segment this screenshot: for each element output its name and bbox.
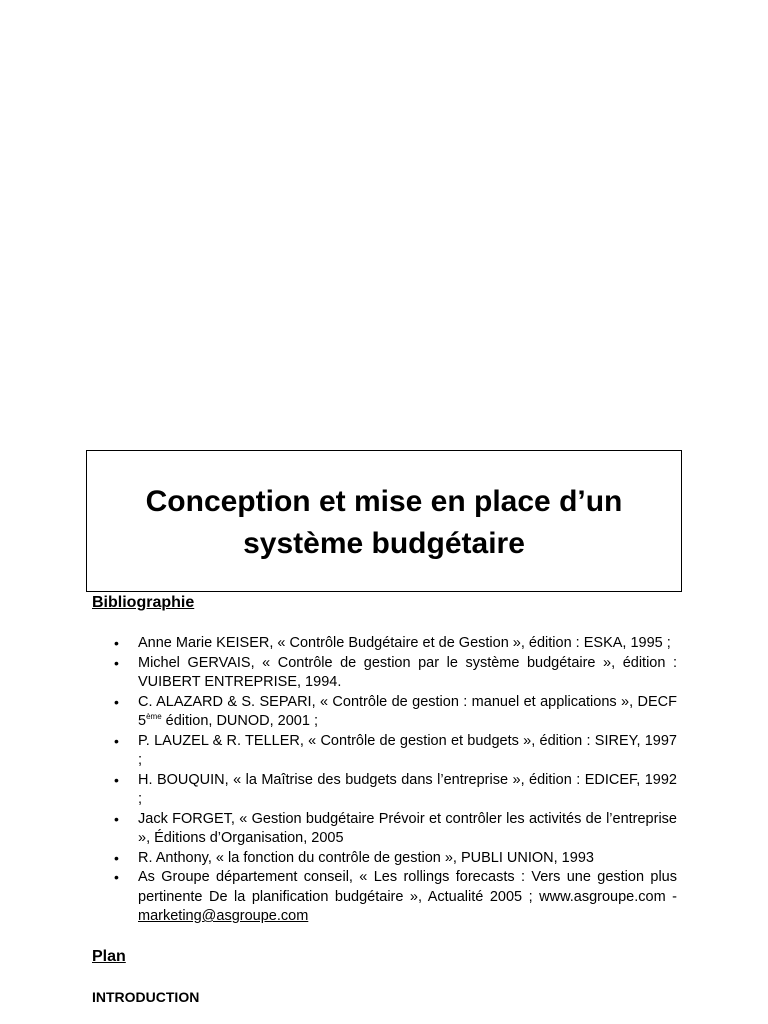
email-link[interactable]: marketing@asgroupe.com	[138, 908, 309, 924]
bullet-icon: •	[114, 635, 119, 651]
list-item-text: Michel GERVAIS, « Contrôle de gestion par le système budgétaire », édition : VUIBERT ENTREPRISE, 1994.	[138, 654, 677, 690]
list-item	[92, 654, 677, 693]
list-item	[92, 732, 677, 771]
bullet-icon: •	[114, 849, 119, 866]
title-line-1: Conception et mise en place d’un	[145, 485, 623, 518]
document-title	[87, 481, 681, 565]
list-item-text: R. Anthony, « la fonction du contrôle de gestion », PUBLI UNION, 1993	[138, 849, 594, 866]
bullet-icon: •	[114, 771, 119, 788]
bullet-icon: •	[114, 869, 119, 885]
list-item-text: As Groupe département conseil, « Les rollings forecasts : Vers une gestion plus pertinente De la planification budgétaire », Actualité 2005 ; www.asgroupe.com -	[138, 869, 677, 905]
title-box	[86, 450, 682, 592]
list-item-text: édition, DUNOD, 2001 ;	[161, 713, 318, 729]
bullet-icon: •	[114, 693, 119, 710]
bullet-icon: •	[114, 732, 119, 749]
superscript: ème	[146, 712, 162, 721]
list-item-text: Jack FORGET, « Gestion budgétaire Prévoir et contrôler les activités de l’entreprise », Éditions d’Organisation, 2005	[138, 810, 677, 846]
list-item-text: C. ALAZARD & S. SEPARI, « Contrôle de gestion : manuel et applications », DECF 5	[138, 693, 677, 729]
list-item	[92, 810, 677, 849]
bibliography-heading: Bibliographie	[92, 594, 195, 611]
list-item	[92, 693, 677, 732]
list-item-text: Anne Marie KEISER, « Contrôle Budgétaire et de Gestion », édition : ESKA, 1995 ;	[138, 635, 671, 651]
bibliography-list	[92, 634, 677, 927]
list-item-text: P. LAUZEL & R. TELLER, « Contrôle de gestion et budgets », édition : SIREY, 1997 ;	[138, 732, 677, 768]
title-line-2: système budgétaire	[243, 527, 525, 560]
list-item	[92, 634, 677, 654]
bullet-icon: •	[114, 654, 119, 671]
list-item	[92, 771, 677, 810]
list-item	[92, 849, 677, 869]
list-item-text: H. BOUQUIN, « la Maîtrise des budgets dans l’entreprise », édition : EDICEF, 1992 ;	[138, 771, 677, 807]
introduction-heading: INTRODUCTION	[92, 989, 200, 1005]
plan-heading: Plan	[92, 948, 126, 965]
list-item	[92, 868, 677, 927]
bullet-icon: •	[114, 810, 119, 827]
